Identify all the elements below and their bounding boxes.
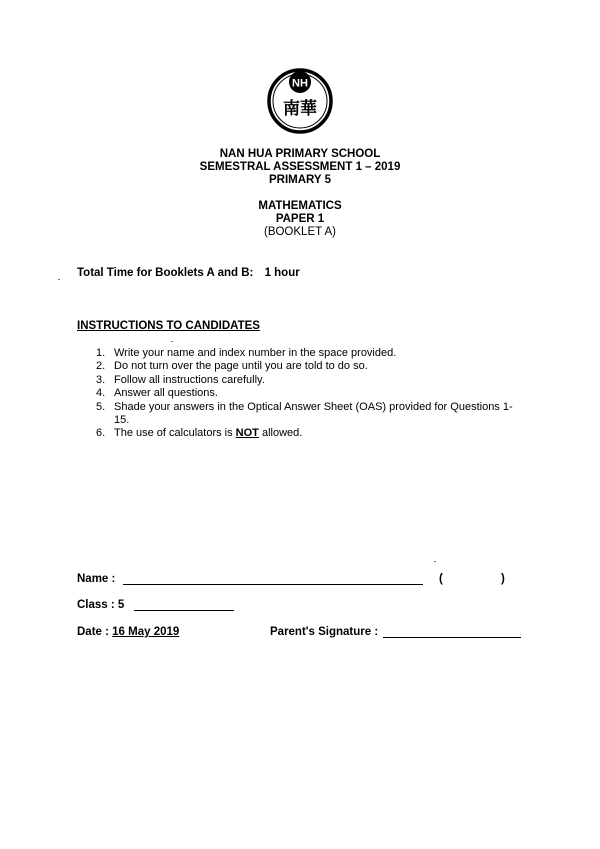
school-header xyxy=(0,148,600,187)
instruction-item xyxy=(96,427,516,440)
instruction-item xyxy=(96,347,516,360)
instruction-item xyxy=(96,401,516,428)
item-number: 6. xyxy=(96,427,106,440)
item-emphasis: NOT xyxy=(235,427,259,440)
index-paren-open: ( xyxy=(439,573,443,585)
instructions-list xyxy=(96,347,516,441)
item-text-end: allowed. xyxy=(258,427,303,440)
name-line[interactable] xyxy=(123,584,423,585)
item-number: 1. xyxy=(96,347,106,359)
school-name: NAN HUA PRIMARY SCHOOL xyxy=(219,148,381,160)
class-label: Class : 5 xyxy=(77,599,125,611)
paper-number: PAPER 1 xyxy=(275,213,325,225)
paper-info xyxy=(0,200,600,239)
item-text: The use of calculators is xyxy=(114,427,236,440)
item-text: Write your name and index number in the space provided. xyxy=(114,347,397,359)
instruction-item xyxy=(96,387,516,400)
index-paren-close: ) xyxy=(501,573,505,585)
instructions-title: INSTRUCTIONS TO CANDIDATES xyxy=(77,320,260,332)
date-value: 16 May 2019 xyxy=(112,626,180,638)
scan-speck xyxy=(58,279,60,280)
item-text: Answer all questions. xyxy=(114,387,218,400)
logo-chinese-name: 南華 xyxy=(283,99,317,119)
date-label: Date : xyxy=(77,626,113,638)
assessment-title: SEMESTRAL ASSESSMENT 1 – 2019 xyxy=(199,161,401,173)
class-line[interactable] xyxy=(134,610,234,611)
item-text: Follow all instructions carefully. xyxy=(114,373,265,386)
instruction-item xyxy=(96,360,516,373)
school-logo xyxy=(266,66,334,134)
item-number: 5. xyxy=(96,400,106,413)
scan-speck xyxy=(434,561,436,562)
parent-signature-line[interactable] xyxy=(383,637,521,638)
scan-speck xyxy=(171,341,173,342)
item-text: Do not turn over the page until you are told to do so. xyxy=(114,360,368,373)
total-time-label: Total Time for Booklets A and B: xyxy=(77,267,254,279)
item-number: 4. xyxy=(96,387,106,400)
item-number: 3. xyxy=(96,373,106,386)
total-time xyxy=(77,267,300,279)
name-label: Name : xyxy=(77,573,116,585)
level: PRIMARY 5 xyxy=(269,174,331,186)
logo-initials: NH xyxy=(292,77,308,90)
subject: MATHEMATICS xyxy=(258,200,342,212)
booklet: (BOOKLET A) xyxy=(263,226,336,238)
item-text: Shade your answers in the Optical Answer Sheet (OAS) provided for Questions 1-15. xyxy=(114,400,513,427)
date-field xyxy=(77,626,179,638)
parent-signature-label: Parent's Signature : xyxy=(270,626,379,638)
total-time-value: 1 hour xyxy=(264,267,300,279)
item-number: 2. xyxy=(96,360,106,373)
instruction-item xyxy=(96,374,516,387)
